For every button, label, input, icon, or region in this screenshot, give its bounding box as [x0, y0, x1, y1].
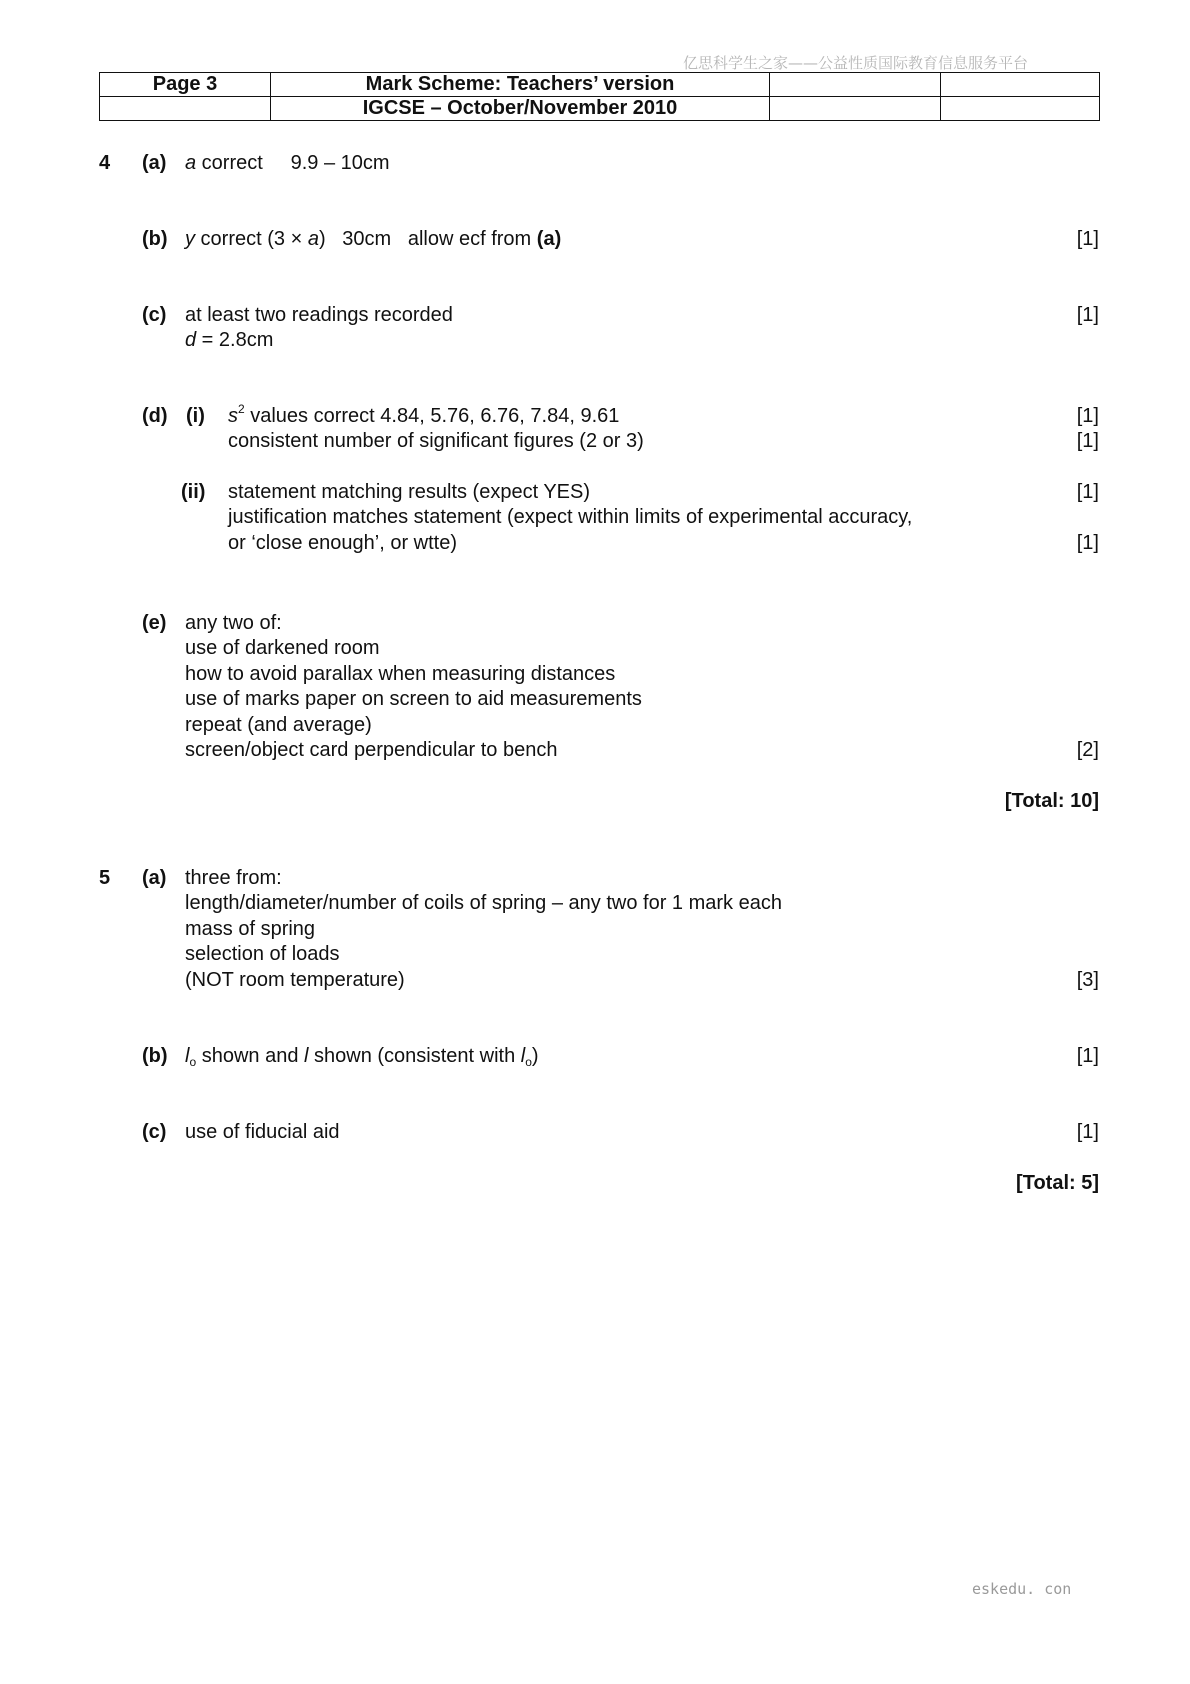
list-item: (NOT room temperature): [185, 969, 405, 991]
mark: [1]: [1076, 405, 1099, 427]
question-total: [Total: 5]: [1016, 1172, 1099, 1194]
part-label: (d): [142, 405, 168, 427]
mark: [3]: [1076, 969, 1099, 991]
part-label: (a): [142, 867, 167, 889]
footer-watermark: eskedu. con: [972, 1580, 1072, 1598]
part-label: (b): [142, 1045, 168, 1067]
list-item: repeat (and average): [185, 714, 372, 736]
mark: [1]: [1076, 481, 1099, 503]
subpart-label: (ii): [181, 481, 206, 503]
list-item: use of marks paper on screen to aid measurements: [185, 688, 642, 710]
part-4c-line2: d = 2.8cm: [185, 329, 274, 351]
part-5c-text: use of fiducial aid: [185, 1121, 340, 1143]
header-title: Mark Scheme: Teachers’ version: [271, 73, 770, 97]
header-empty-cell: [941, 97, 1100, 121]
list-item: selection of loads: [185, 943, 340, 965]
header-page: Page 3: [100, 73, 271, 97]
mark: [1]: [1076, 228, 1099, 250]
list-item: three from:: [185, 867, 282, 889]
header-empty-cell: [770, 97, 941, 121]
part-4dii-line2: justification matches statement (expect within limits of experimental accuracy,: [228, 506, 913, 528]
list-item: length/diameter/number of coils of spring – any two for 1 mark each: [185, 892, 782, 914]
part-4dii-line3: or ‘close enough’, or wtte): [228, 532, 458, 554]
list-item: any two of:: [185, 612, 282, 634]
part-4a-text: a correct 9.9 – 10cm: [185, 152, 390, 174]
question-number: 4: [99, 152, 111, 174]
part-4dii-line1: statement matching results (expect YES): [228, 481, 591, 503]
header-empty-cell: [770, 73, 941, 97]
list-item: mass of spring: [185, 918, 316, 940]
header-exam: IGCSE – October/November 2010: [271, 97, 770, 121]
part-4b-text: y correct (3 × a) 30cm allow ecf from (a): [185, 228, 562, 250]
header-empty-cell: [100, 97, 271, 121]
list-item: how to avoid parallax when measuring distances: [185, 663, 616, 685]
question-total: [Total: 10]: [1004, 790, 1099, 812]
part-4c-line1: at least two readings recorded: [185, 304, 453, 326]
part-4di-line1: $s^2$ values correct 4.84, 5.76, 6.76, 7.84, 9.61: [228, 402, 620, 427]
mark: [1]: [1076, 1045, 1099, 1067]
part-label: (e): [142, 612, 167, 634]
mark: [1]: [1076, 430, 1099, 452]
mark: [1]: [1076, 532, 1099, 554]
header-empty-cell: [941, 73, 1100, 97]
header-table: [99, 72, 1100, 121]
mark: [1]: [1076, 304, 1099, 326]
subpart-label: (i): [186, 405, 205, 427]
mark: [1]: [1076, 1121, 1099, 1143]
part-label: (a): [142, 152, 167, 174]
part-label: (c): [142, 304, 167, 326]
question-number: 5: [99, 867, 111, 889]
list-item: use of darkened room: [185, 637, 380, 659]
list-item: screen/object card perpendicular to bench: [185, 739, 558, 761]
part-label: (b): [142, 228, 168, 250]
watermark: 亿思科学生之家——公益性质国际教育信息服务平台: [683, 54, 1029, 72]
part-4di-line2: consistent number of significant figures (2 or 3): [228, 430, 644, 452]
mark: [2]: [1076, 739, 1099, 761]
part-5b-text: $l_o$ shown and l shown (consistent with $l_o$): [185, 1045, 539, 1069]
part-label: (c): [142, 1121, 167, 1143]
